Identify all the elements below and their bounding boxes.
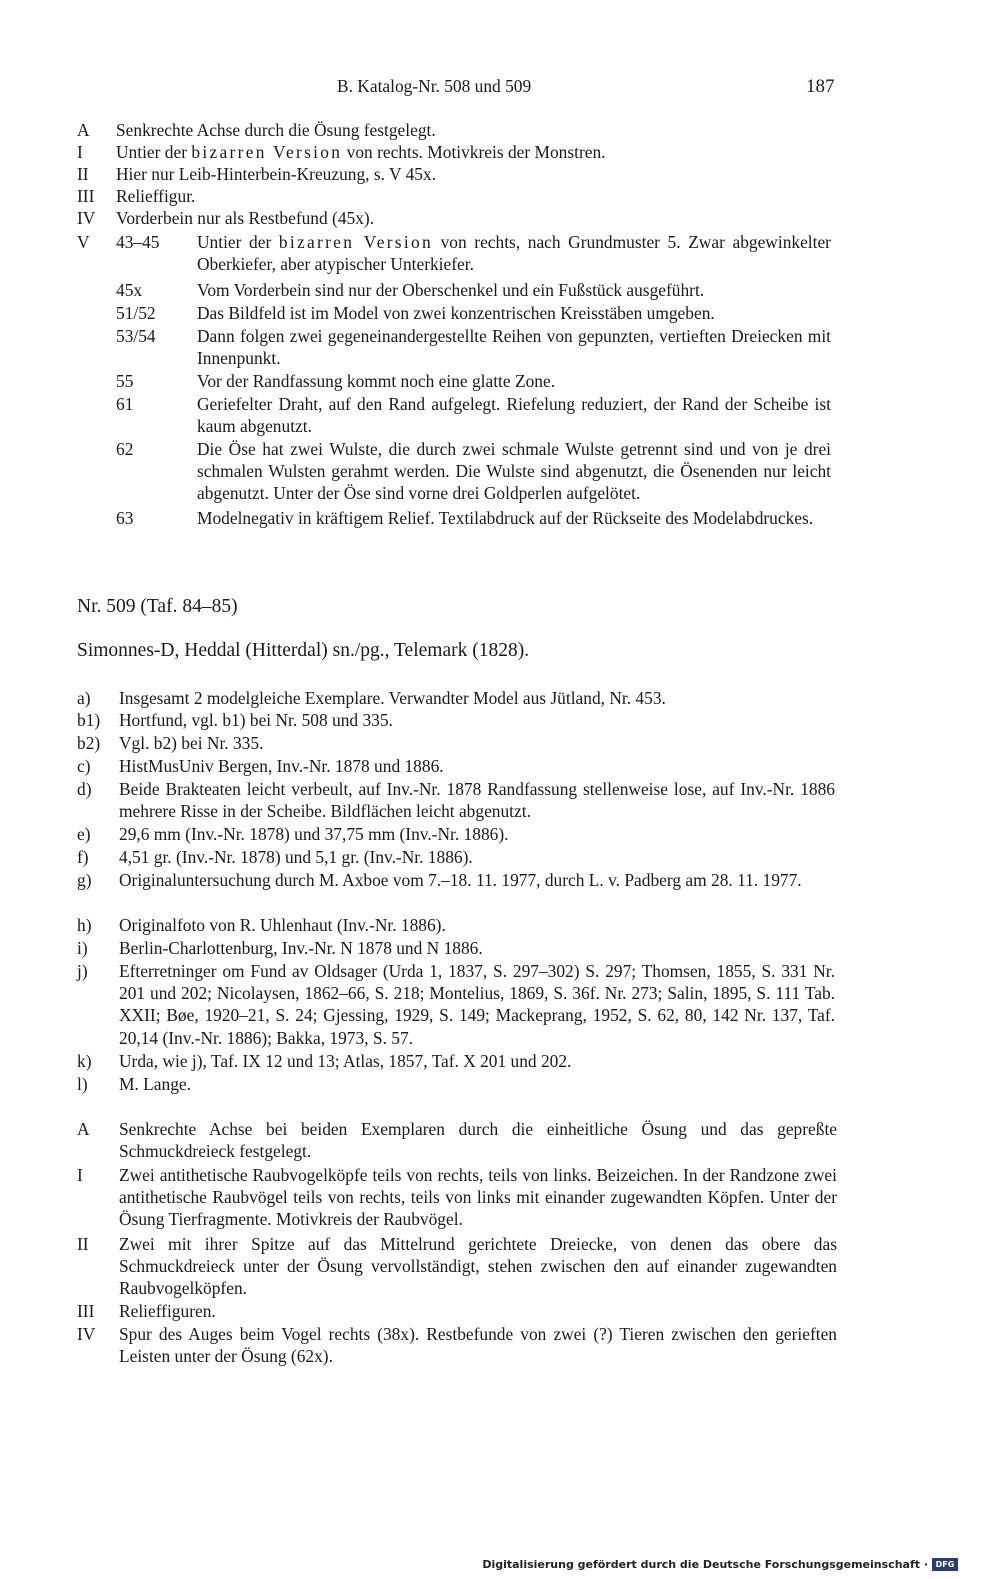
credit-text: Digitalisierung gefördert durch die Deutsche Forschungsgemeinschaft ·	[482, 1558, 928, 1571]
running-title: B. Katalog-Nr. 508 und 509	[337, 76, 532, 96]
page-number: 187	[806, 76, 835, 97]
dfg-logo: DFG	[932, 1558, 958, 1571]
find-location: Simonnes-D, Heddal (Hitterdal) sn./pg., Telemark (1828).	[77, 640, 530, 661]
running-header	[0, 76, 1000, 100]
entry-heading: Nr. 509 (Taf. 84–85)	[77, 596, 238, 617]
digitization-credit	[482, 1558, 958, 1571]
